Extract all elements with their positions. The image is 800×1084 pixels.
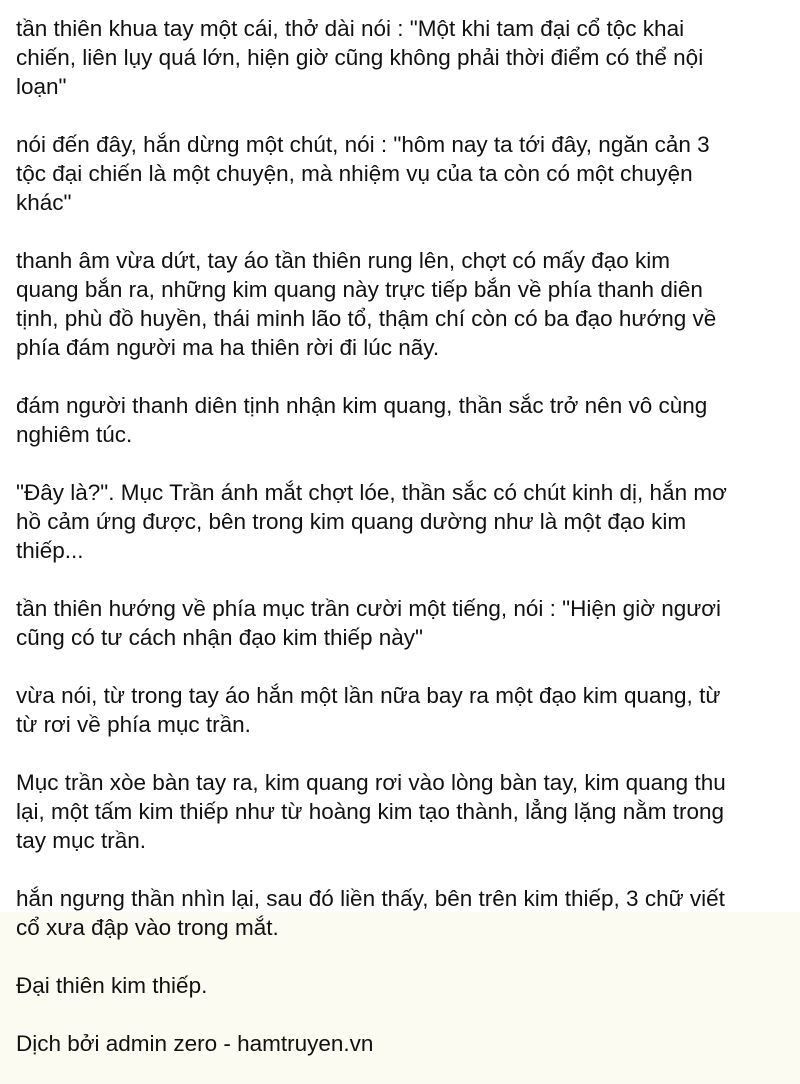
paragraph-8: Mục trần xòe bàn tay ra, kim quang rơi vào lòng bàn tay, kim quang thu lại, một tấm kim thiếp như từ hoàng kim tạo thành, lẳng lặng nằm trong tay mục trần.: [16, 770, 726, 853]
translator-credit: Dịch bởi admin zero - hamtruyen.vn: [16, 1031, 374, 1056]
paragraph-3: thanh âm vừa dứt, tay áo tần thiên rung lên, chợt có mấy đạo kim quang bắn ra, những kim quang này trực tiếp bắn về phía thanh diên tịnh, phù đồ huyền, thái minh lão tổ, thậm chí còn có ba đạo hướng về phía đám người ma ha thiên rời đi lúc nãy.: [16, 248, 717, 360]
paragraph-1: tần thiên khua tay một cái, thở dài nói : "Một khi tam đại cổ tộc khai chiến, liên lụy quá lớn, hiện giờ cũng không phải thời điểm có thể nội loạn": [16, 16, 704, 99]
paragraph-4: đám người thanh diên tịnh nhận kim quang, thần sắc trở nên vô cùng nghiêm túc.: [16, 393, 708, 447]
paragraph-7: vừa nói, từ trong tay áo hắn một lần nữa bay ra một đạo kim quang, từ từ rơi về phía mục trần.: [16, 683, 721, 737]
story-text-body: [16, 14, 788, 1058]
paragraph-9: hắn ngưng thần nhìn lại, sau đó liền thấy, bên trên kim thiếp, 3 chữ viết cổ xưa đập vào trong mắt.: [16, 886, 725, 940]
paragraph-2: nói đến đây, hắn dừng một chút, nói : "hôm nay ta tới đây, ngăn cản 3 tộc đại chiến là một chuyện, mà nhiệm vụ của ta còn có một chuyện khác": [16, 132, 710, 215]
paragraph-6: tần thiên hướng về phía mục trần cười một tiếng, nói : "Hiện giờ ngươi cũng có tư cách nhận đạo kim thiếp này": [16, 596, 722, 650]
paragraph-5: "Đây là?". Mục Trần ánh mắt chợt lóe, thần sắc có chút kinh dị, hắn mơ hồ cảm ứng được, bên trong kim quang dường như là một đạo kim thiếp...: [16, 480, 727, 563]
paragraph-10: Đại thiên kim thiếp.: [16, 973, 208, 998]
